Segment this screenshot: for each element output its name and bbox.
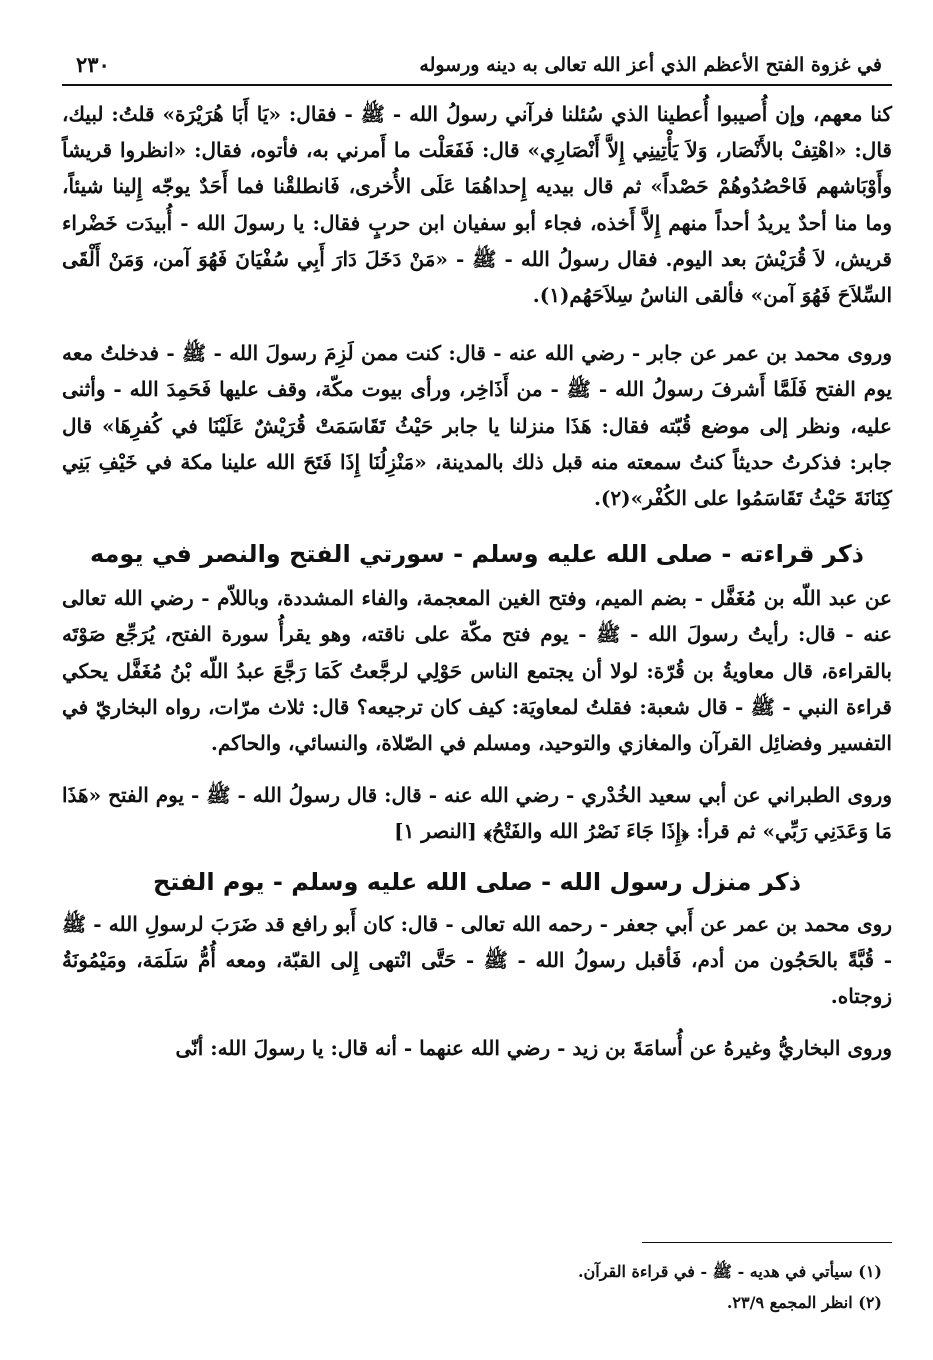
footnotes (82, 1256, 882, 1318)
paragraph: وروى الطبراني عن أبي سعيد الخُدْري - رضي الله عنه - قال: قال رسولُ الله - ﷺ - يوم الفتح «هَذَا مَا وَعَدَنِي رَبِّي» ثم قرأ: ﴿إِذَا جَاءَ نَصْرُ الله والفَتْحُ﴾ [النصر ١] (62, 783, 892, 844)
paragraph: كنا معهم، وإن أُصيبوا أُعطينا الذي سُئلنا فرآني رسولُ الله - ﷺ - فقال: «يَا أَبَا هُرَيْرَة» قلتُ: لبيك، قال: «اهْتِفْ بالأَنْصَار، وَلاَ يَأْتِينِي إِلاَّ أَنْصَارِي» قال: فَفَعَلْت ما أَمرني به، فأتوه، فقال: «انظروا قريشاً وأَوْبَاشهم فَاحْصُدُوهُمْ حَصْداً» ثم قال بيديه إِحداهُمَا عَلَى الأُخرى، فَانطلقْنا فما أَحَدٌ يوجّه إِلينا شيئاً، وما منا أحدٌ يريدُ أحداً منهم إِلاَّ أَخذه، فجاء أبو سفيان ابن حربٍ فقال: يا رسولَ الله - أُبيدَت خَضْراء قريش، لاَ قُرَيْشَ بعد اليوم. فقال رسولُ الله - ﷺ - «مَنْ دَخَلَ دَارَ أَبِي سُفْيَانَ فَهُوَ آمن، وَمَنْ أَلْقَى السِّلاَحَ فَهُوَ آمن» فألقى الناسُ سِلاَحَهُم(١). (62, 102, 892, 308)
running-header (62, 44, 892, 86)
book-page (62, 44, 892, 1324)
footnote-divider (642, 1242, 892, 1243)
footnote: (١) سيأتي في هديه - ﷺ - في قراءة القرآن. (577, 1262, 882, 1281)
section-heading: ذكر منزل رسول الله - صلى الله عليه وسلم - يوم الفتح (152, 867, 802, 896)
paragraph: وروى البخاريُّ وغيرهُ عن أُسامَةَ بن زيد - رضي الله عنهما - أنه قال: يا رسولَ الله: أنّى (175, 1036, 892, 1061)
running-title: في غزوة الفتح الأعظم الذي أعز الله تعالى به دينه ورسوله (419, 54, 882, 76)
paragraph: وروى محمد بن عمر عن جابر - رضي الله عنه - قال: كنت ممن لَزِمَ رسولَ الله - ﷺ - فدخلتُ معه يوم الفتح فَلَمَّا أَشرفَ رسولُ الله - ﷺ - من أَذَاخِر، ورأى بيوت مكّة، وقف عليها فَحَمِدَ الله - وأثنى عليه، ونظر إلى موضع قُبّته فقال: هَذَا منزلنا يا جابر حَيْثُ تَقَاسَمَتْ قُرَيْشٌ عَلَيْنَا في كُفرِهَا» قال جابر: فذكرتُ حديثاً كنتُ سمعته منه قبل ذلك بالمدينة، «مَنْزِلُنَا إِذَا فَتَحَ الله علينا مكة في خَيْفِ بَنِي كِنَانَةَ حَيْثُ تَقَاسَمُوا على الكُفْر»(٢). (62, 341, 892, 511)
section-heading: ذكر قراءته - صلى الله عليه وسلم - سورتي الفتح والنصر في يومه (90, 540, 864, 569)
page-body (62, 96, 892, 1066)
paragraph: روى محمد بن عمر عن أَبي جعفر - رحمه الله تعالى - قال: كان أَبو رافع قد ضَرَبَ لرسولِ الله - ﷺ - قُبَّةً بالحَجُون من أدم، فَأقبل رسولُ الله - ﷺ - حَتَّى انْتهى إِلى القبّة، ومعه أُمُّ سَلَمَة، ومَيْمُونَةُ زوجتاه. (62, 911, 892, 1009)
paragraph: عن عبد اللّه بن مُغَفَّل - بضم الميم، وفتح الغين المعجمة، والفاء المشددة، وباللاّم - رضي الله تعالى عنه - قال: رأيتُ رسولَ الله - ﷺ - يوم فتح مكّة على ناقته، وهو يقرأُ سورة الفتح، يُرَجِّع صَوْتَه بالقراءة، قال معاويةُ بن قُرّة: لولا أن يجتمع الناس حَوْلِي لرجَّعتُ كَمَا رَجَّعَ عبدُ اللّه بْنُ مُغَفَّل يحكي قراءة النبي - ﷺ - قال شعبة: فقلتُ لمعاويَة: كيف كان ترجيعه؟ قال: ثلاث مرّات، رواه البخاريّ في التفسير وفضائِل القرآن والمغازي والتوحيد، ومسلم في الصّلاة، والنسائي، والحاكم. (62, 586, 893, 756)
footnote: (٢) انظر المجمع ٢٣/٩. (726, 1293, 882, 1312)
page-number: ٢٣٠ (76, 52, 110, 77)
